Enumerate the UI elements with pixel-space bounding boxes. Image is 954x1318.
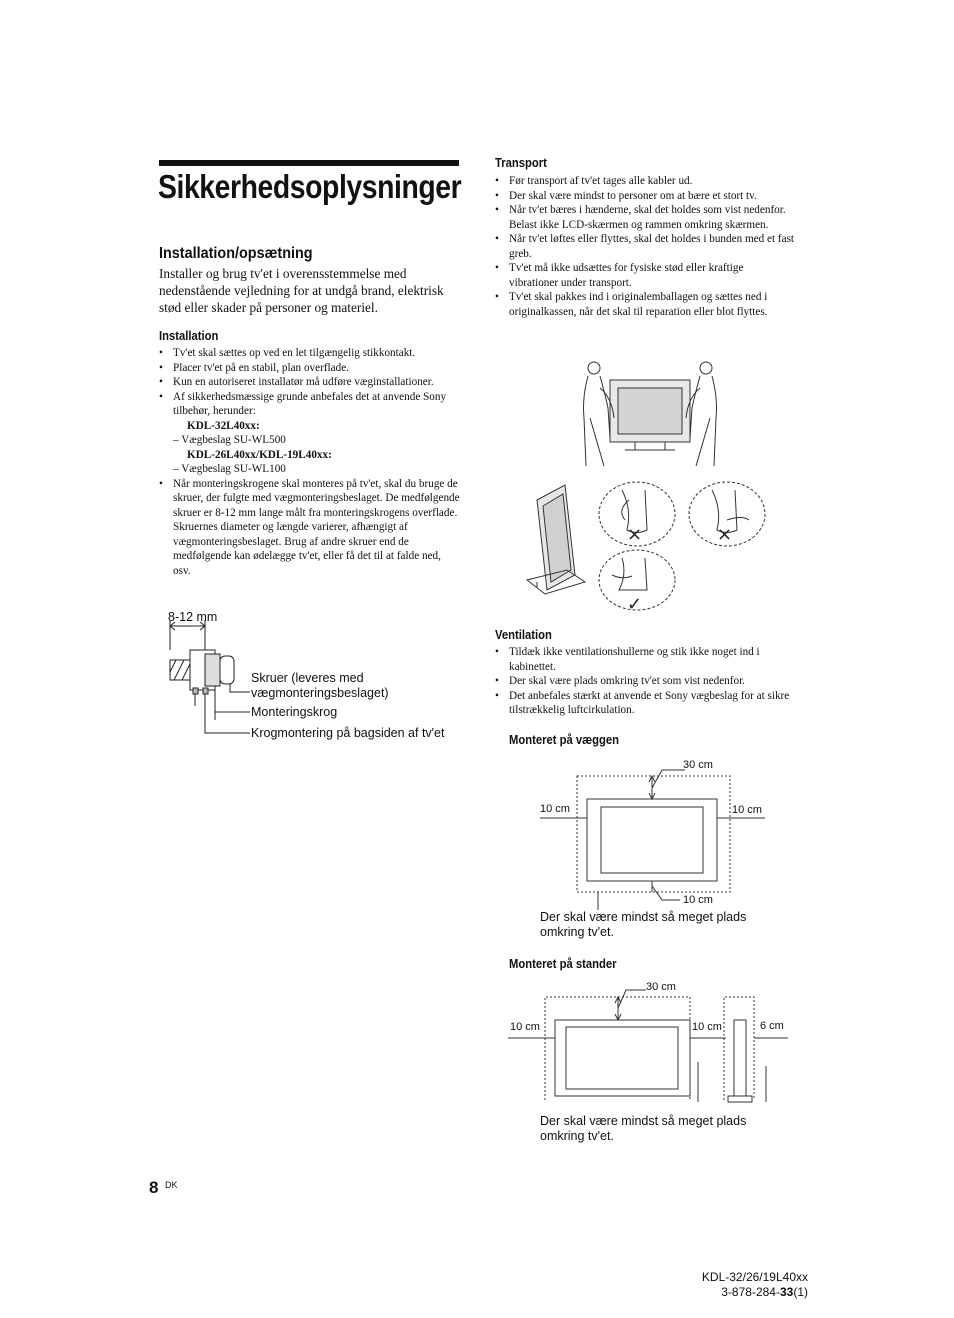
page-title: Sikkerhedsoplysninger	[158, 168, 462, 205]
mount-label: Krogmontering på bagsiden af tv'et	[251, 726, 445, 740]
svg-text:×: ×	[717, 524, 733, 545]
svg-text:×: ×	[627, 524, 643, 545]
installation-heading: Installation	[159, 329, 219, 343]
list-item	[159, 477, 461, 579]
hook-text-1: • Når monteringskrogene skal monteres på tv'et, skal du bruge de skruer, der fulgte med vægmonteringsbeslaget. De medfølgende skruer er 8-12 mm lange målt fra monteringskrogens overflade.	[173, 477, 460, 519]
list-item: • Kun en autoriseret installatør må udføre væginstallationer.	[159, 375, 461, 390]
screw-dimension-label: 8-12 mm	[168, 610, 218, 624]
stand-top-clearance: 30 cm	[646, 981, 676, 993]
wall-left-clearance: 10 cm	[540, 803, 570, 815]
bracket-32: – Vægbeslag SU-WL500	[173, 434, 286, 446]
footer-codes	[702, 1270, 808, 1300]
stand-clearance-diagram	[508, 990, 793, 1110]
title-rule	[159, 160, 459, 166]
code-bold: 33	[779, 1285, 794, 1299]
handling-illustration	[527, 480, 777, 615]
language-code: DK	[165, 1180, 178, 1190]
model-26-19: KDL-26L40xx/KDL-19L40xx:	[187, 448, 332, 461]
list-item: • Der skal være mindst to personer om at bære et stort tv.	[495, 189, 795, 204]
list-item: • Det anbefales stærkt at anvende et Sony vægbeslag for at sikre tilstrækkelig luftcirkulation.	[495, 689, 795, 718]
wall-caption: Der skal være mindst så meget plads omkring tv'et.	[540, 910, 747, 939]
list-item: • Når tv'et løftes eller flyttes, skal det holdes i bunden med et fast greb.	[495, 232, 795, 261]
hook-text-2: Skruernes diameter og længde varierer, afhængigt af vægmonteringsbeslaget. Brug af andre skruer end de medfølgende kan ødelægge tv'et, eller få det til at falde ned, osv.	[173, 521, 441, 577]
screw-label: Skruer (leveres med vægmonteringsbeslaget)	[251, 671, 389, 700]
list-item: • Placer tv'et på en stabil, plan overflade.	[159, 361, 461, 376]
list-item: • Før transport af tv'et tages alle kabler ud.	[495, 174, 795, 189]
carrying-illustration	[580, 358, 720, 468]
page-number: 8	[149, 1178, 159, 1197]
bracket-26-19: – Vægbeslag SU-WL100	[173, 463, 286, 475]
ventilation-heading: Ventilation	[495, 628, 552, 642]
transport-heading: Transport	[495, 156, 547, 170]
hook-label: Monteringskrog	[251, 705, 338, 719]
wall-mounted-heading: Monteret på væggen	[509, 733, 620, 747]
wall-clearance-diagram	[540, 770, 770, 910]
list-item: • Når tv'et bæres i hænderne, skal det holdes som vist nedenfor. Belast ikke LCD-skærmen og rammen omkring skærmen.	[495, 203, 795, 232]
model-number: KDL-32/26/19L40xx	[701, 1270, 808, 1284]
list-item: • Tv'et skal sættes op ved en let tilgængelig stikkontakt.	[159, 346, 461, 361]
wall-top-clearance: 30 cm	[683, 759, 713, 771]
ventilation-list	[495, 645, 795, 718]
list-item: • Tv'et skal pakkes ind i originalemballagen og sættes ned i originalkassen, når det skal til reparation eller blot flyttes.	[495, 290, 795, 319]
transport-list	[495, 174, 795, 319]
code-prefix: 3-878-284-	[721, 1285, 780, 1299]
stand-side-clearance: 6 cm	[760, 1020, 784, 1032]
wall-right-clearance: 10 cm	[732, 804, 762, 816]
list-item	[159, 390, 461, 477]
stand-left-clearance: 10 cm	[510, 1021, 540, 1033]
code-suffix: (1)	[793, 1285, 808, 1299]
wall-bottom-clearance: 10 cm	[683, 894, 713, 906]
screw-diagram	[160, 620, 260, 735]
list-item: • Tv'et må ikke udsættes for fysiske stød eller kraftige vibrationer under transport.	[495, 261, 795, 290]
list-item: • Tildæk ikke ventilationshullerne og stik ikke noget ind i kabinettet.	[495, 645, 795, 674]
installation-list	[159, 346, 461, 578]
stand-mounted-heading: Monteret på stander	[509, 957, 617, 971]
installation-intro: Installer og brug tv'et i overensstemmelse med nedenstående vejledning for at undgå brand, elektrisk stød eller skader på personer og materiel.	[159, 266, 444, 315]
installation-section-heading: Installation/opsætning	[159, 245, 313, 262]
svg-text:✓: ✓	[627, 594, 643, 615]
stand-caption: Der skal være mindst så meget plads omkring tv'et.	[540, 1114, 747, 1143]
stand-right-clearance: 10 cm	[692, 1021, 722, 1033]
document-code	[702, 1285, 808, 1300]
sony-accessory-text: Af sikkerhedsmæssige grunde anbefales det at anvende Sony tilbehør, herunder:	[173, 390, 447, 417]
model-32: KDL-32L40xx:	[187, 419, 260, 432]
list-item: • Der skal være plads omkring tv'et som vist nedenfor.	[495, 674, 795, 689]
